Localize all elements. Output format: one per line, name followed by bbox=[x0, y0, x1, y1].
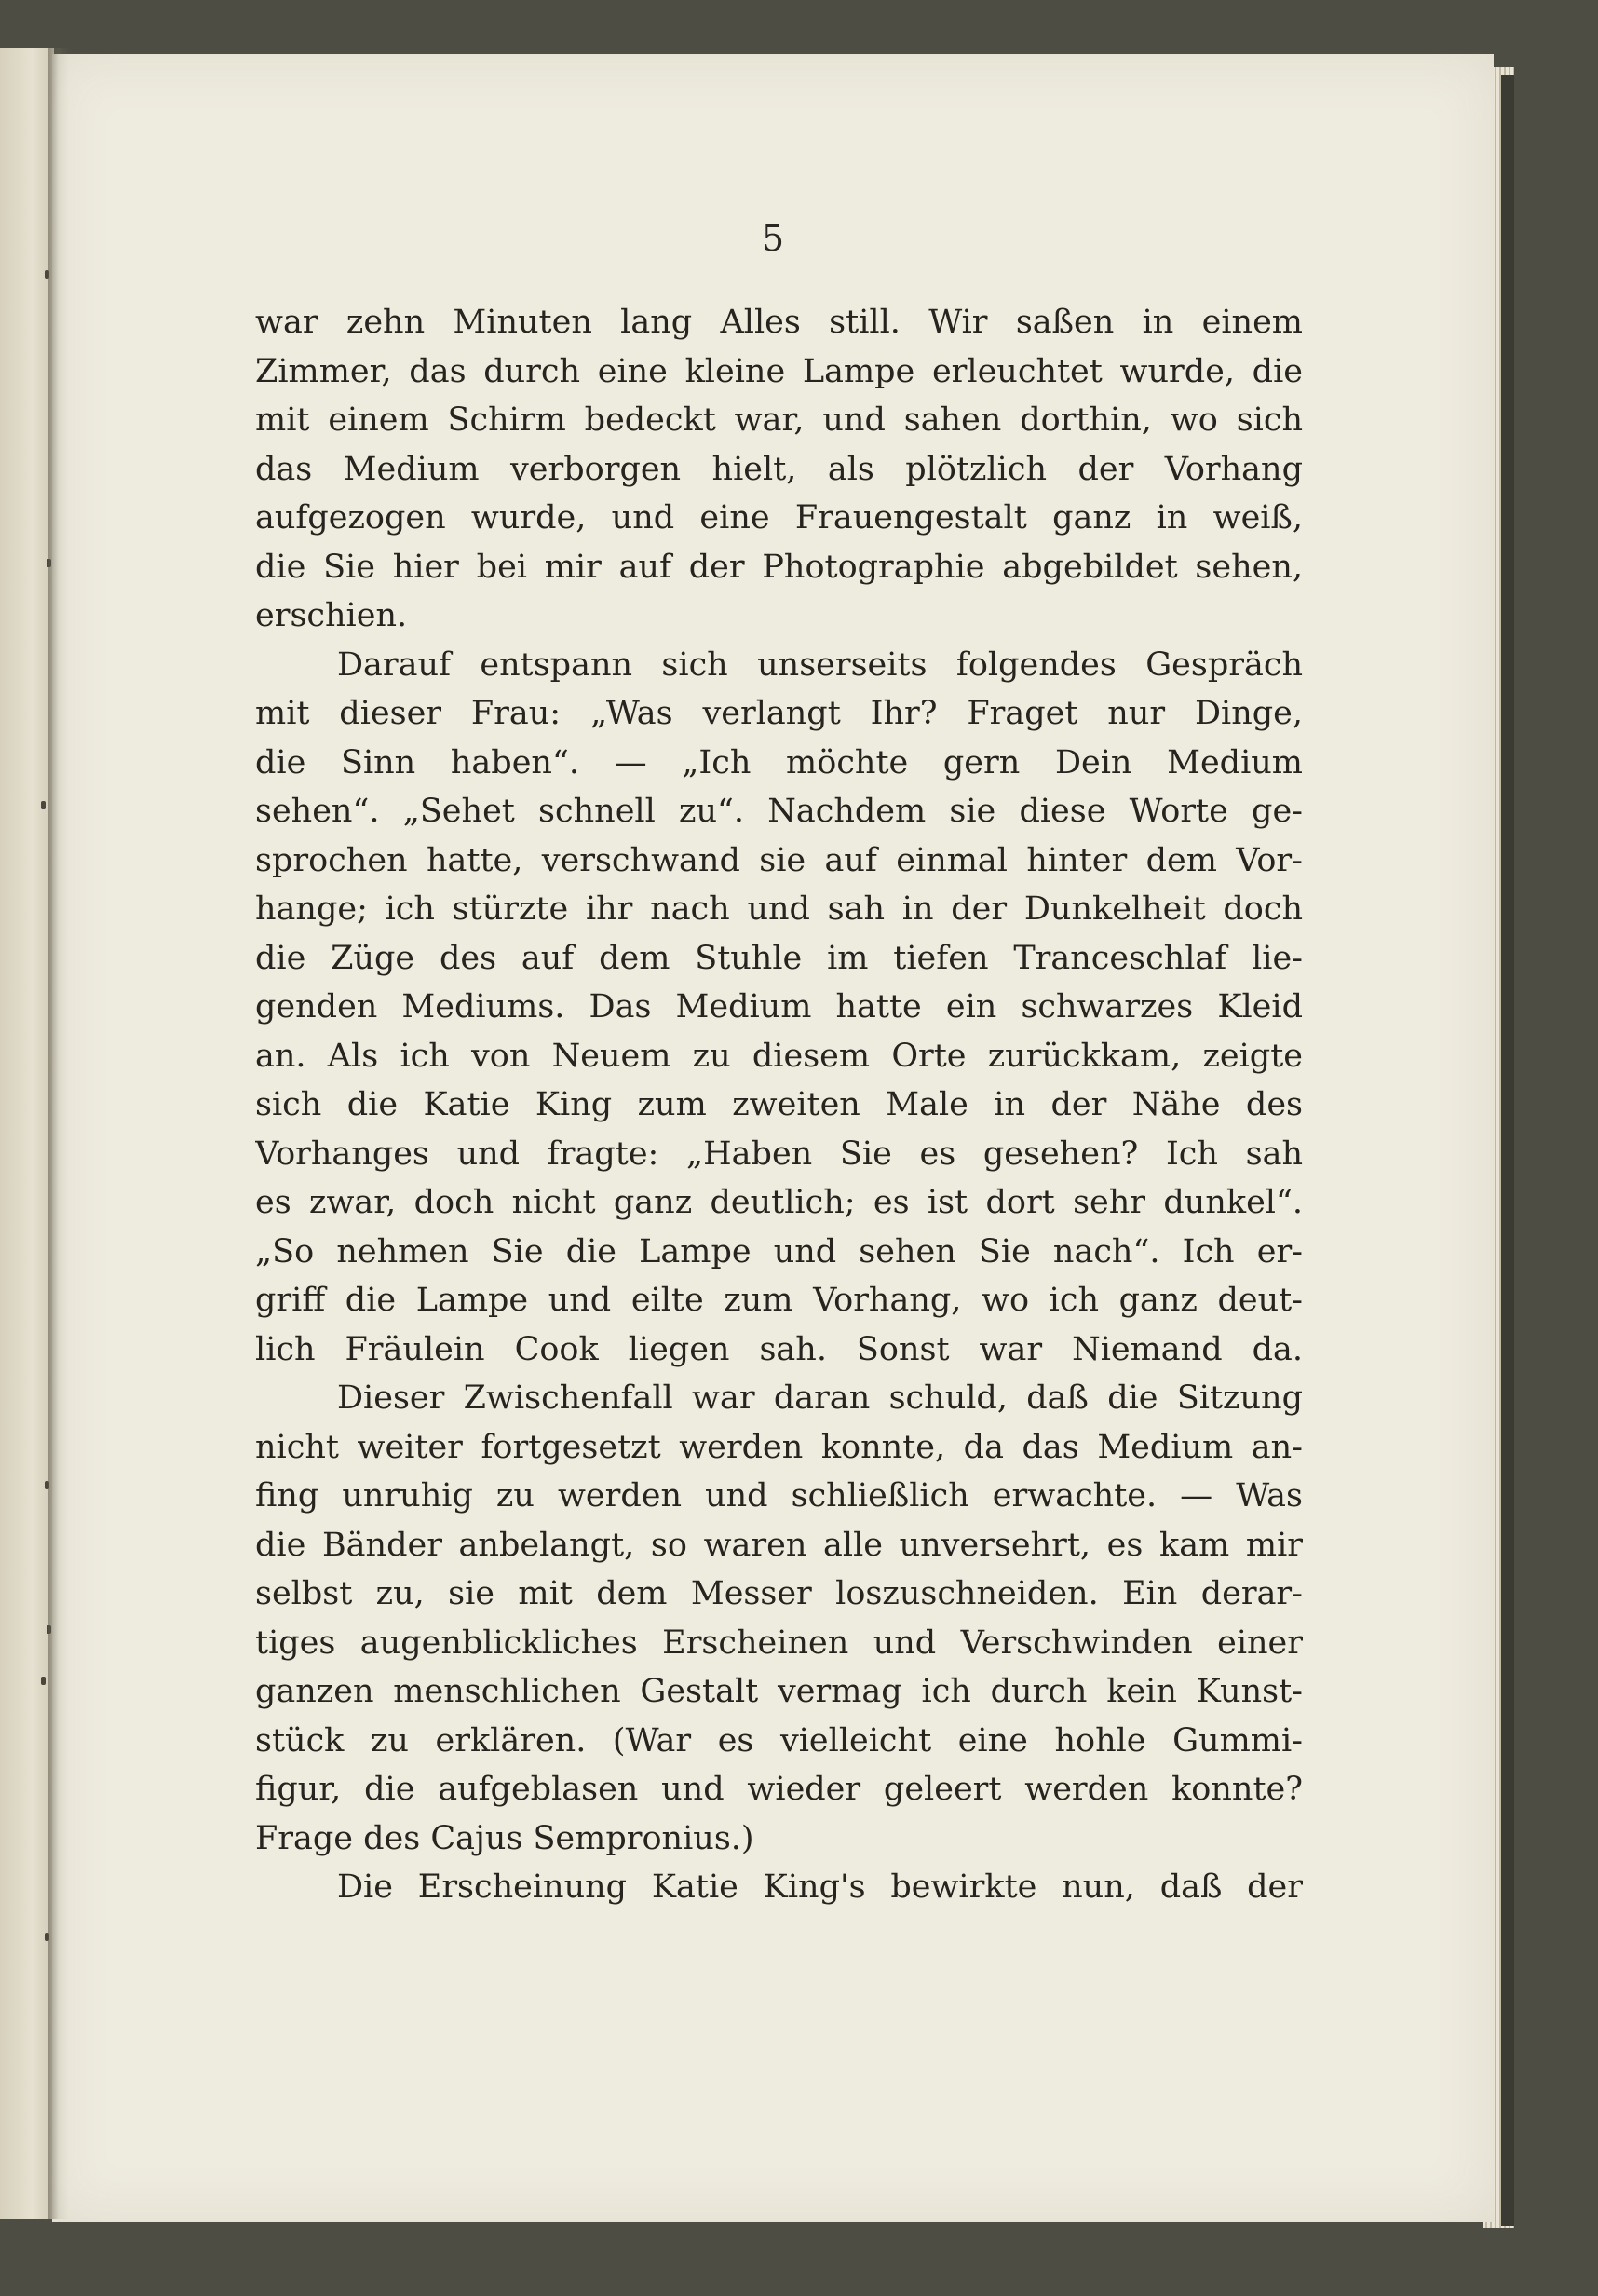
text-line: sehen“. „Sehet schnell zu“. Nachdem sie diese Worte ge- bbox=[255, 793, 1303, 830]
text-line: war zehn Minuten lang Alles still. Wir saßen in einem bbox=[255, 304, 1303, 341]
book-page bbox=[52, 54, 1494, 2222]
text-line: Zimmer, das durch eine kleine Lampe erleuchtet wurde, die bbox=[255, 352, 1303, 390]
text-line: die Sie hier bei mir auf der Photographie abgebildet sehen, bbox=[255, 548, 1303, 586]
gutter-shadow bbox=[48, 48, 69, 2219]
text-line: ganzen menschlichen Gestalt vermag ich durch kein Kunst- bbox=[255, 1673, 1303, 1710]
page-number: 5 bbox=[761, 218, 785, 259]
text-line: „So nehmen Sie die Lampe und sehen Sie nach“. Ich er- bbox=[255, 1232, 1303, 1270]
margin-speck bbox=[41, 801, 46, 809]
text-line: selbst zu, sie mit dem Messer loszuschneiden. Ein derar- bbox=[255, 1575, 1303, 1612]
text-line: das Medium verborgen hielt, als plötzlich der Vorhang bbox=[255, 450, 1303, 488]
previous-page-edge bbox=[0, 48, 54, 2219]
margin-speck bbox=[41, 1677, 46, 1685]
text-line: Die Erscheinung Katie King's bewirkte nun, daß der bbox=[337, 1868, 1303, 1906]
text-line: griff die Lampe und eilte zum Vorhang, wo ich ganz deut- bbox=[255, 1282, 1303, 1319]
text-line: lich Fräulein Cook liegen sah. Sonst war Niemand da. bbox=[255, 1330, 1303, 1368]
text-line: fing unruhig zu werden und schließlich erwachte. — Was bbox=[255, 1477, 1303, 1515]
text-line: aufgezogen wurde, und eine Frauengestalt ganz in weiß, bbox=[255, 499, 1303, 537]
text-line: erschien. bbox=[255, 597, 408, 634]
text-line: figur, die aufgeblasen und wieder geleert werden konnte? bbox=[255, 1771, 1303, 1808]
text-line: Vorhanges und fragte: „Haben Sie es gesehen? Ich sah bbox=[255, 1134, 1303, 1173]
text-line: mit einem Schirm bedeckt war, und sahen dorthin, wo sich bbox=[255, 401, 1303, 439]
text-line: stück zu erklären. (War es vielleicht eine hohle Gummi- bbox=[255, 1721, 1303, 1759]
book-cover-edge bbox=[1501, 75, 1514, 2226]
text-line: Frage des Cajus Sempronius.) bbox=[255, 1819, 754, 1857]
text-line: die Bänder anbelangt, so waren alle unversehrt, es kam mir bbox=[255, 1526, 1303, 1564]
text-line: genden Mediums. Das Medium hatte ein schwarzes Kleid bbox=[255, 988, 1303, 1026]
text-line: sprochen hatte, verschwand sie auf einmal hinter dem Vor- bbox=[255, 841, 1303, 879]
text-line: die Züge des auf dem Stuhle im tiefen Tranceschlaf lie- bbox=[255, 939, 1303, 977]
text-line: mit dieser Frau: „Was verlangt Ihr? Fraget nur Dinge, bbox=[255, 695, 1303, 732]
text-line: an. Als ich von Neuem zu diesem Orte zurückkam, zeigte bbox=[255, 1037, 1303, 1075]
text-line: nicht weiter fortgesetzt werden konnte, da das Medium an- bbox=[255, 1428, 1303, 1466]
text-line: sich die Katie King zum zweiten Male in der Nähe des bbox=[255, 1086, 1303, 1123]
text-line: tiges augenblickliches Erscheinen und Verschwinden einer bbox=[255, 1624, 1303, 1662]
text-line: es zwar, doch nicht ganz deutlich; es ist dort sehr dunkel“. bbox=[255, 1184, 1303, 1221]
text-line: Dieser Zwischenfall war daran schuld, daß die Sitzung bbox=[337, 1379, 1303, 1417]
page-text bbox=[255, 298, 1303, 1912]
text-line: Darauf entspann sich unserseits folgendes Gespräch bbox=[337, 645, 1303, 684]
text-line: die Sinn haben“. — „Ich möchte gern Dein Medium bbox=[255, 743, 1303, 781]
text-line: hange; ich stürzte ihr nach und sah in der Dunkelheit doch bbox=[255, 890, 1303, 928]
